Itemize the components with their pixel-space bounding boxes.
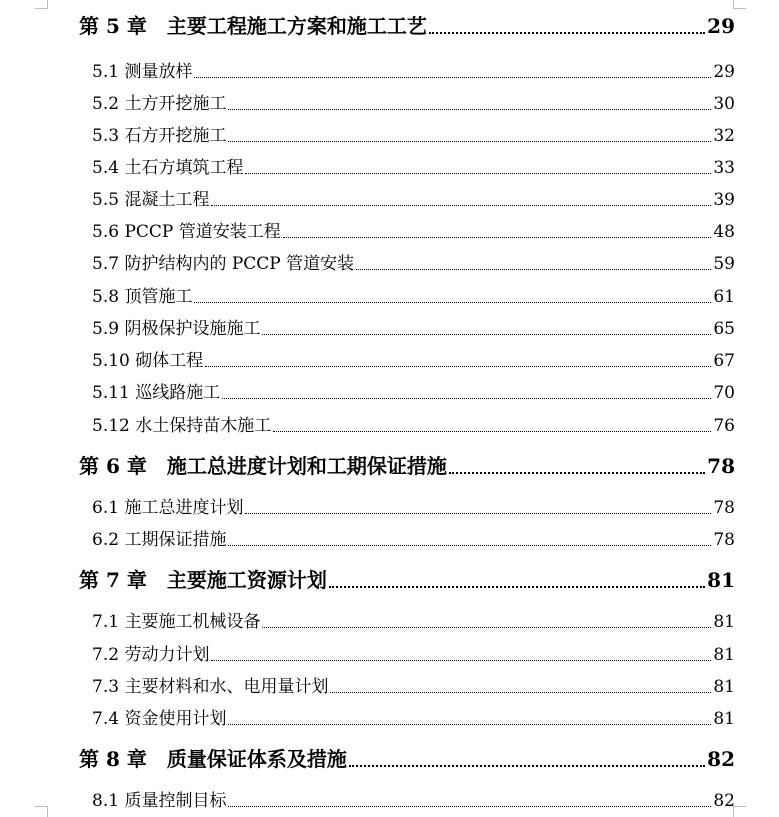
toc-page-number: 33 — [713, 158, 735, 178]
toc-section-7-1[interactable] — [92, 607, 735, 632]
toc-section-5-4[interactable] — [92, 153, 735, 178]
toc-page-number: 29 — [707, 14, 735, 38]
toc-leader-dots — [211, 205, 711, 206]
toc-entry-label: 5.1 测量放样 — [92, 62, 193, 82]
toc-entry-label: 7.4 资金使用计划 — [92, 709, 227, 729]
toc-entry-label: 5.12 水土保持苗木施工 — [92, 416, 272, 436]
toc-leader-dots — [262, 334, 711, 335]
toc-leader-dots — [211, 660, 711, 661]
toc-page-number: 59 — [713, 254, 735, 274]
toc-leader-dots — [330, 692, 711, 693]
toc-page-number: 48 — [713, 222, 735, 242]
toc-section-7-3[interactable] — [92, 672, 735, 697]
toc-page-number: 81 — [707, 568, 735, 592]
toc-section-6-1[interactable] — [92, 493, 735, 518]
toc-leader-dots — [228, 545, 711, 546]
toc-page-number: 81 — [713, 612, 735, 632]
toc-page-number: 76 — [713, 416, 735, 436]
page-corner-mark — [35, 0, 48, 9]
toc-chapter-7[interactable] — [79, 564, 735, 593]
toc-section-7-4[interactable] — [92, 704, 735, 729]
toc-entry-label: 第 6 章 施工总进度计划和工期保证措施 — [79, 454, 447, 478]
toc-leader-dots — [205, 366, 711, 367]
toc-page-number: 82 — [713, 791, 735, 811]
toc-leader-dots — [329, 586, 705, 588]
toc-page-number: 78 — [713, 498, 735, 518]
toc-section-5-12[interactable] — [92, 411, 735, 436]
toc-leader-dots — [194, 77, 711, 78]
toc-page-number: 78 — [707, 454, 735, 478]
toc-entry-label: 5.5 混凝土工程 — [92, 190, 210, 210]
toc-section-5-7[interactable] — [92, 249, 735, 274]
toc-leader-dots — [262, 627, 711, 628]
toc-entry-label: 7.2 劳动力计划 — [92, 645, 210, 665]
toc-leader-dots — [228, 724, 711, 725]
toc-page-number: 39 — [713, 190, 735, 210]
toc-entry-label: 5.2 土方开挖施工 — [92, 94, 227, 114]
toc-leader-dots — [449, 472, 705, 474]
toc-section-5-3[interactable] — [92, 121, 735, 146]
toc-page-number: 81 — [713, 677, 735, 697]
toc-page-number: 67 — [713, 351, 735, 371]
toc-section-5-1[interactable] — [92, 57, 735, 82]
toc-entry-label: 5.6 PCCP 管道安装工程 — [92, 222, 281, 242]
toc-leader-dots — [245, 173, 711, 174]
toc-page-number: 78 — [713, 530, 735, 550]
toc-leader-dots — [228, 141, 711, 142]
toc-leader-dots — [273, 431, 711, 432]
toc-page-number: 70 — [713, 383, 735, 403]
toc-page-number: 61 — [713, 287, 735, 307]
toc-entry-label: 5.3 石方开挖施工 — [92, 126, 227, 146]
toc-leader-dots — [194, 302, 711, 303]
toc-entry-label: 第 8 章 质量保证体系及措施 — [79, 747, 347, 771]
toc-page-number: 32 — [713, 126, 735, 146]
toc-page-number: 81 — [713, 645, 735, 665]
toc-chapter-6[interactable] — [79, 450, 735, 479]
toc-entry-label: 7.3 主要材料和水、电用量计划 — [92, 677, 329, 697]
toc-leader-dots — [245, 513, 711, 514]
page-corner-mark — [35, 806, 48, 817]
toc-chapter-5[interactable] — [79, 10, 735, 39]
toc-page-number: 29 — [713, 62, 735, 82]
toc-entry-label: 5.8 顶管施工 — [92, 287, 193, 307]
toc-entry-label: 6.2 工期保证措施 — [92, 530, 227, 550]
toc-entry-label: 5.9 阴极保护设施施工 — [92, 319, 261, 339]
toc-entry-label: 7.1 主要施工机械设备 — [92, 612, 261, 632]
toc-section-5-9[interactable] — [92, 314, 735, 339]
toc-leader-dots — [222, 398, 711, 399]
toc-section-7-2[interactable] — [92, 640, 735, 665]
toc-section-8-1[interactable] — [92, 786, 735, 811]
toc-chapter-8[interactable] — [79, 743, 735, 772]
toc-leader-dots — [228, 806, 711, 807]
toc-leader-dots — [349, 765, 705, 767]
toc-section-5-10[interactable] — [92, 346, 735, 371]
toc-page-number: 82 — [707, 747, 735, 771]
toc-entry-label: 5.10 砌体工程 — [92, 351, 204, 371]
toc-section-5-5[interactable] — [92, 185, 735, 210]
toc-section-5-6[interactable] — [92, 217, 735, 242]
toc-leader-dots — [228, 109, 711, 110]
toc-entry-label: 5.11 巡线路施工 — [92, 383, 221, 403]
toc-entry-label: 8.1 质量控制目标 — [92, 791, 227, 811]
toc-leader-dots — [283, 237, 712, 238]
toc-section-5-8[interactable] — [92, 282, 735, 307]
toc-leader-dots — [356, 269, 711, 270]
toc-page-number: 65 — [713, 319, 735, 339]
toc-section-5-11[interactable] — [92, 378, 735, 403]
toc-section-6-2[interactable] — [92, 525, 735, 550]
toc-entry-label: 第 7 章 主要施工资源计划 — [79, 568, 327, 592]
toc-entry-label: 6.1 施工总进度计划 — [92, 498, 244, 518]
page-corner-mark — [733, 0, 746, 9]
toc-section-5-2[interactable] — [92, 89, 735, 114]
toc-entry-label: 第 5 章 主要工程施工方案和施工工艺 — [79, 14, 427, 38]
toc-leader-dots — [429, 32, 705, 34]
toc-entry-label: 5.4 土石方填筑工程 — [92, 158, 244, 178]
toc-page-number: 30 — [713, 94, 735, 114]
toc-page-number: 81 — [713, 709, 735, 729]
toc-entry-label: 5.7 防护结构内的 PCCP 管道安装 — [92, 254, 355, 274]
